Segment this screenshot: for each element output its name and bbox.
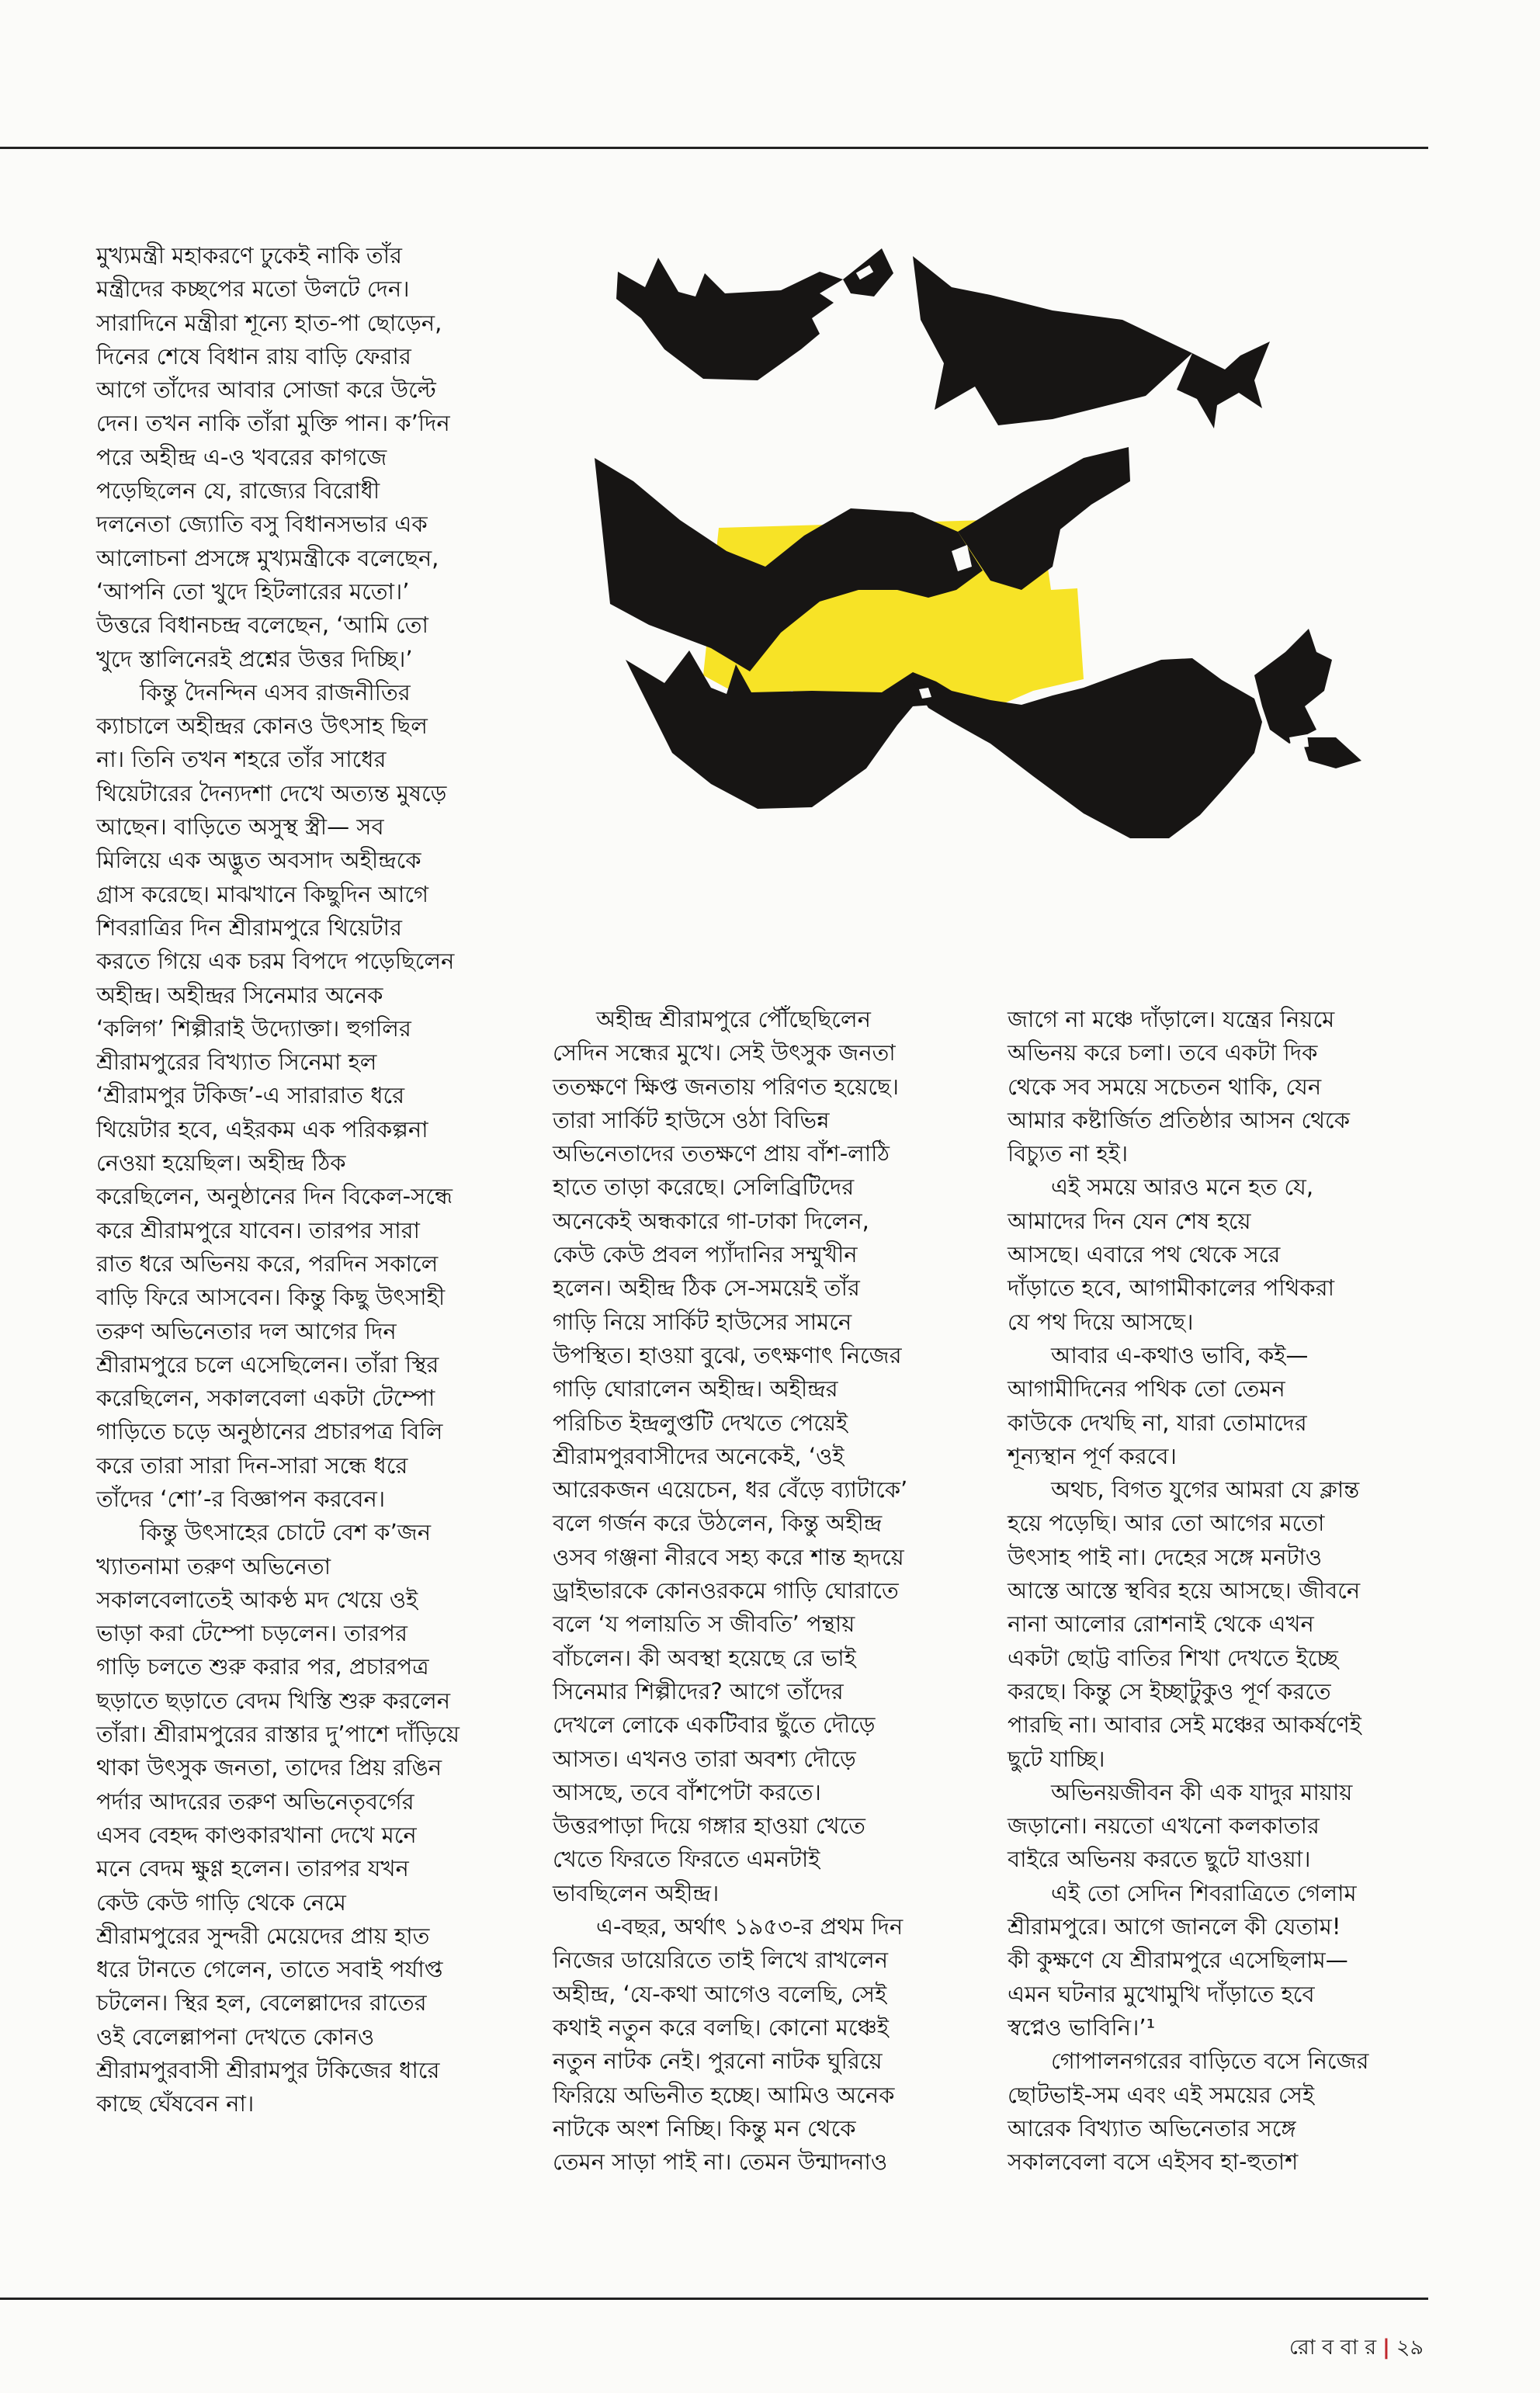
text-line: স্বপ্নেও ভাবিনি।’¹ bbox=[1008, 2013, 1156, 2041]
text-line: ছোটভাই-সম এবং এই সময়ের সেই bbox=[1008, 2081, 1315, 2108]
text-line: পারছি না। আবার সেই মঞ্চের আকর্ষণেই bbox=[1008, 1712, 1361, 1739]
text-line: শ্রীরামপুরে চলে এসেছিলেন। তাঁরা স্থির bbox=[96, 1351, 439, 1378]
text-line: করতে গিয়ে এক চরম বিপদে পড়েছিলেন bbox=[96, 948, 455, 975]
text-line: শ্রীরামপুরবাসীদের অনেকেই, ‘ওই bbox=[553, 1442, 845, 1469]
text-line: অথচ, বিগত যুগের আমরা যে ক্লান্ত bbox=[1051, 1476, 1360, 1503]
text-line: অভিনয়জীবন কী এক যাদুর মায়ায় bbox=[1051, 1778, 1353, 1805]
text-line: সকালবেলা বসে এইসব হা-হুতাশ bbox=[1008, 2148, 1299, 2176]
text-line: এসব বেহদ্দ কাণ্ডকারখানা দেখে মনে bbox=[96, 1821, 417, 1848]
text-line: থেকে সব সময়ে সচেতন থাকি, যেন bbox=[1008, 1073, 1322, 1100]
text-line: হাতে তাড়া করেছে। সেলিব্রিটিদের bbox=[553, 1174, 855, 1201]
text-line: কিন্তু দৈনন্দিন এসব রাজনীতির bbox=[140, 678, 411, 706]
text-line: দেন। তখন নাকি তাঁরা মুক্তি পান। ক’দিন bbox=[96, 410, 450, 437]
text-line: না। তিনি তখন শহরে তাঁর সাধের bbox=[96, 746, 387, 773]
text-line: আরেকজন এয়েচেন, ধর বেঁড়ে ব্যাটাকে’ bbox=[553, 1476, 908, 1503]
text-line: অভিনেতাদের ততক্ষণে প্রায় বাঁশ-লাঠি bbox=[553, 1140, 890, 1167]
text-line: গাড়ি চলতে শুরু করার পর, প্রচারপত্র bbox=[96, 1653, 429, 1680]
text-line: মুখ্যমন্ত্রী মহাকরণে ঢুকেই নাকি তাঁর bbox=[96, 242, 402, 269]
text-line: সকালবেলাতেই আকণ্ঠ মদ খেয়ে ওই bbox=[96, 1586, 418, 1613]
text-line: আগে তাঁদের আবার সোজা করে উল্টে bbox=[96, 376, 436, 404]
text-line: কেউ কেউ গাড়ি থেকে নেমে bbox=[96, 1888, 346, 1916]
text-line: বাইরে অভিনয় করতে ছুটে যাওয়া। bbox=[1008, 1846, 1311, 1873]
text-line: কাউকে দেখছি না, যারা তোমাদের bbox=[1008, 1409, 1307, 1436]
text-line: অভিনয় করে চলা। তবে একটা দিক bbox=[1008, 1039, 1318, 1066]
magazine-name: রো ব বা র bbox=[1289, 2336, 1377, 2360]
text-line: বাঁচলেন। কী অবস্থা হয়েছে রে ভাই bbox=[553, 1644, 856, 1671]
text-line: গাড়িতে চড়ে অনুষ্ঠানের প্রচারপত্র বিলি bbox=[96, 1418, 443, 1445]
text-line: ক্যাচালে অহীন্দ্রর কোনও উৎসাহ ছিল bbox=[96, 713, 428, 740]
text-line: আসছে। এবারে পথ থেকে সরে bbox=[1008, 1241, 1281, 1268]
text-line: গ্রাস করেছে। মাঝখানে কিছুদিন আগে bbox=[96, 880, 429, 907]
text-line: মন্ত্রীদের কচ্ছপের মতো উলটে দেন। bbox=[96, 276, 410, 303]
text-line: খ্যাতনামা তরুণ অভিনেতা bbox=[96, 1552, 331, 1580]
text-line: কাছে ঘেঁষবেন না। bbox=[96, 2090, 255, 2117]
text-column-2 bbox=[553, 1003, 995, 2179]
text-line: শূন্যস্থান পূর্ণ করবে। bbox=[1008, 1442, 1177, 1469]
text-line: আরেক বিখ্যাত অভিনেতার সঙ্গে bbox=[1008, 2114, 1296, 2142]
text-line: সারাদিনে মন্ত্রীরা শূন্যে হাত-পা ছোড়েন, bbox=[96, 309, 442, 336]
text-line: বলে গর্জন করে উঠলেন, কিন্তু অহীন্দ্র bbox=[553, 1510, 883, 1537]
text-line: চটলেন। স্থির হল, বেলেল্লাদের রাতের bbox=[96, 1989, 427, 2017]
text-line: ততক্ষণে ক্ষিপ্ত জনতায় পরিণত হয়েছে। bbox=[553, 1073, 900, 1100]
text-line: ওই বেলেল্লাপনা দেখতে কোনও bbox=[96, 2023, 375, 2050]
text-line: আমাদের দিন যেন শেষ হয়ে bbox=[1008, 1207, 1251, 1234]
text-line: হলেন। অহীন্দ্র ঠিক সে-সময়েই তাঁর bbox=[553, 1275, 860, 1302]
text-line: আলোচনা প্রসঙ্গে মুখ্যমন্ত্রীকে বলেছেন, bbox=[96, 544, 439, 571]
text-line: শিবরাত্রির দিন শ্রীরামপুরে থিয়েটার bbox=[96, 914, 402, 941]
text-line: যে পথ দিয়ে আসছে। bbox=[1008, 1308, 1194, 1335]
text-line: করেছিলেন, সকালবেলা একটা টেম্পো bbox=[96, 1385, 435, 1412]
text-line: এ-বছর, অর্থাৎ ১৯৫৩-র প্রথম দিন bbox=[596, 1913, 904, 1940]
text-line: তেমন সাড়া পাই না। তেমন উন্মাদনাও bbox=[553, 2148, 888, 2176]
text-line: তরুণ অভিনেতার দল আগের দিন bbox=[96, 1317, 397, 1344]
text-line: পরে অহীন্দ্র এ-ও খবরের কাগজে bbox=[96, 443, 387, 470]
text-line: ভাড়া করা টেম্পো চড়লেন। তারপর bbox=[96, 1620, 408, 1647]
text-line: হয়ে পড়েছি। আর তো আগের মতো bbox=[1008, 1510, 1325, 1537]
text-line: একটা ছোট্ট বাতির শিখা দেখতে ইচ্ছে bbox=[1008, 1644, 1338, 1671]
text-line: শ্রীরামপুরবাসী শ্রীরামপুর টকিজের ধারে bbox=[96, 2057, 440, 2084]
text-line: আগামীদিনের পথিক তো তেমন bbox=[1008, 1375, 1285, 1403]
text-line: কথাই নতুন করে বলছি। কোনো মঞ্চেই bbox=[553, 2013, 889, 2041]
text-line: গাড়ি নিয়ে সার্কিট হাউসের সামনে bbox=[553, 1308, 852, 1335]
text-line: থাকা উৎসুক জনতা, তাদের প্রিয় রঙিন bbox=[96, 1754, 442, 1781]
text-line: নতুন নাটক নেই। পুরনো নাটক ঘুরিয়ে bbox=[553, 2048, 883, 2075]
text-line: খেতে ফিরতে ফিরতে এমনটাই bbox=[553, 1846, 820, 1873]
text-line: তারা সার্কিট হাউসে ওঠা বিভিন্ন bbox=[553, 1106, 830, 1133]
separator-bar: | bbox=[1382, 2336, 1390, 2360]
text-line: ‘কলিগ’ শিল্পীরাই উদ্যোক্তা। হুগলির bbox=[96, 1014, 411, 1042]
text-line: ওসব গঞ্জনা নীরবে সহ্য করে শান্ত হৃদয়ে bbox=[553, 1543, 904, 1570]
bird-icon bbox=[616, 258, 843, 380]
birds-and-fish-illustration bbox=[587, 225, 1363, 955]
text-line: করে তারা সারা দিন-সারা সন্ধে ধরে bbox=[96, 1451, 408, 1479]
text-line: ড্রাইভারকে কোনওরকমে গাড়ি ঘোরাতে bbox=[553, 1577, 899, 1604]
text-line: পড়েছিলেন যে, রাজ্যের বিরোধী bbox=[96, 477, 380, 505]
text-line: এই সময়ে আরও মনে হত যে, bbox=[1051, 1174, 1314, 1201]
text-line: আসত। এখনও তারা অবশ্য দৌড়ে bbox=[553, 1745, 856, 1772]
text-line: করেছিলেন, অনুষ্ঠানের দিন বিকেল-সন্ধে bbox=[96, 1183, 453, 1210]
text-line: আস্তে আস্তে স্থবির হয়ে আসছে। জীবনে bbox=[1008, 1577, 1361, 1604]
text-line: শ্রীরামপুরে। আগে জানলে কী যেতাম! bbox=[1008, 1913, 1341, 1940]
text-line: নিজের ডায়েরিতে তাই লিখে রাখলেন bbox=[553, 1947, 889, 1974]
text-line: দলনেতা জ্যোতি বসু বিধানসভার এক bbox=[96, 511, 428, 538]
text-line: মিলিয়ে এক অদ্ভুত অবসাদ অহীন্দ্রকে bbox=[96, 847, 421, 874]
text-line: উপস্থিত। হাওয়া বুঝে, তৎক্ষণাৎ নিজের bbox=[553, 1341, 902, 1368]
text-line: কী কুক্ষণে যে শ্রীরামপুরে এসেছিলাম— bbox=[1008, 1947, 1348, 1974]
text-line: অহীন্দ্র। অহীন্দ্রর সিনেমার অনেক bbox=[96, 981, 383, 1008]
text-line: দাঁড়াতে হবে, আগামীকালের পথিকরা bbox=[1008, 1275, 1335, 1302]
text-line: নাটকে অংশ নিচ্ছি। কিন্তু মন থেকে bbox=[553, 2114, 856, 2142]
text-line: তাঁরা। শ্রীরামপুরের রাস্তার দু’পাশে দাঁড়িয়ে bbox=[96, 1721, 460, 1748]
text-line: অনেকেই অন্ধকারে গা-ঢাকা দিলেন, bbox=[553, 1207, 869, 1234]
text-line: নেওয়া হয়েছিল। অহীন্দ্র ঠিক bbox=[96, 1150, 346, 1177]
text-line: করে শ্রীরামপুরে যাবেন। তারপর সারা bbox=[96, 1216, 420, 1243]
text-line: রাত ধরে অভিনয় করে, পরদিন সকালে bbox=[96, 1250, 439, 1277]
fish-icon bbox=[913, 256, 1192, 425]
text-line: উত্তরপাড়া দিয়ে গঙ্গার হাওয়া খেতে bbox=[553, 1812, 865, 1840]
text-line: ‘আপনি তো খুদে হিটলারের মতো।’ bbox=[96, 577, 410, 605]
text-line: খুদে স্তালিনেরই প্রশ্নের উত্তর দিচ্ছি।’ bbox=[96, 645, 413, 672]
text-line: করছে। কিন্তু সে ইচ্ছাটুকুও পূর্ণ করতে bbox=[1008, 1677, 1331, 1705]
page-number: ২৯ bbox=[1396, 2336, 1424, 2360]
text-line: জাগে না মঞ্চে দাঁড়ালে। যন্ত্রের নিয়মে bbox=[1008, 1006, 1335, 1032]
text-line: উৎসাহ পাই না। দেহের সঙ্গে মনটাও bbox=[1008, 1543, 1323, 1570]
text-line: মনে বেদম ক্ষুণ্ণ হলেন। তারপর যখন bbox=[96, 1855, 409, 1882]
text-line: অহীন্দ্র, ‘যে-কথা আগেও বলেছি, সেই bbox=[553, 1980, 887, 2007]
text-line: গাড়ি ঘোরালেন অহীন্দ্র। অহীন্দ্রর bbox=[553, 1375, 838, 1403]
text-line: কেউ কেউ প্রবল প্যাঁদানির সম্মুখীন bbox=[553, 1241, 858, 1268]
page-footer bbox=[1289, 2332, 1424, 2367]
text-line: গোপালনগরের বাড়িতে বসে নিজের bbox=[1051, 2048, 1369, 2075]
text-line: ফিরিয়ে অভিনীত হচ্ছে। আমিও অনেক bbox=[553, 2081, 895, 2108]
text-line: কিন্তু উৎসাহের চোটে বেশ ক’জন bbox=[140, 1519, 432, 1546]
text-line: পরিচিত ইন্দ্রলুপ্তটি দেখতে পেয়েই bbox=[553, 1409, 848, 1436]
text-line: অহীন্দ্র শ্রীরামপুরে পৌঁছেছিলেন bbox=[596, 1006, 871, 1032]
text-line: পর্দার আদরের তরুণ অভিনেতৃবর্গের bbox=[96, 1788, 414, 1815]
text-line: তাঁদের ‘শো’-র বিজ্ঞাপন করবেন। bbox=[96, 1485, 386, 1512]
text-line: শ্রীরামপুরের বিখ্যাত সিনেমা হল bbox=[96, 1049, 377, 1076]
text-line: দেখলে লোকে একটিবার ছুঁতে দৌড়ে bbox=[553, 1712, 876, 1739]
text-line: আমার কষ্টার্জিত প্রতিষ্ঠার আসন থেকে bbox=[1008, 1106, 1350, 1133]
text-line: এই তো সেদিন শিবরাত্রিতে গেলাম bbox=[1051, 1879, 1357, 1906]
text-line: ভাবছিলেন অহীন্দ্র। bbox=[553, 1879, 720, 1906]
bottom-rule bbox=[0, 2298, 1428, 2300]
text-line: উত্তরে বিধানচন্দ্র বলেছেন, ‘আমি তো bbox=[96, 612, 428, 639]
text-column-3 bbox=[1008, 1003, 1442, 2179]
text-line: বলে ‘য পলায়তি স জীবতি’ পন্থায় bbox=[553, 1611, 855, 1638]
text-line: এমন ঘটনার মুখোমুখি দাঁড়াতে হবে bbox=[1008, 1980, 1315, 2007]
text-line: ধরে টানতে গেলেন, তাতে সবাই পর্যাপ্ত bbox=[96, 1956, 443, 1983]
text-line: আবার এ-কথাও ভাবি, কই— bbox=[1051, 1341, 1309, 1368]
text-line: ছুটে যাচ্ছি। bbox=[1008, 1745, 1105, 1772]
text-line: শ্রীরামপুরের সুন্দরী মেয়েদের প্রায় হাত bbox=[96, 1922, 430, 1949]
text-line: জড়ানো। নয়তো এখনো কলকাতার bbox=[1008, 1812, 1320, 1840]
text-line: বিচ্যুত না হই। bbox=[1008, 1140, 1129, 1167]
text-line: বাড়ি ফিরে আসবেন। কিন্তু কিছু উৎসাহী bbox=[96, 1284, 446, 1311]
text-column-1 bbox=[96, 239, 515, 2121]
top-rule bbox=[0, 147, 1428, 149]
text-line: ছড়াতে ছড়াতে বেদম খিস্তি শুরু করলেন bbox=[96, 1687, 451, 1714]
text-line: থিয়েটার হবে, এইরকম এক পরিকল্পনা bbox=[96, 1115, 428, 1143]
text-line: দিনের শেষে বিধান রায় বাড়ি ফেরার bbox=[96, 342, 411, 369]
text-line: সেদিন সন্ধের মুখে। সেই উৎসুক জনতা bbox=[553, 1039, 896, 1066]
text-line: থিয়েটারের দৈন্যদশা দেখে অত্যন্ত মুষড়ে bbox=[96, 779, 447, 806]
text-line: ‘শ্রীরামপুর টকিজ’-এ সারারাত ধরে bbox=[96, 1082, 405, 1109]
text-line: আসছে, তবে বাঁশপেটা করতে। bbox=[553, 1778, 821, 1805]
text-line: আছেন। বাড়িতে অসুস্থ স্ত্রী— সব bbox=[96, 813, 384, 841]
text-line: সিনেমার শিল্পীদের? আগে তাঁদের bbox=[553, 1677, 844, 1705]
text-line: নানা আলোর রোশনাই থেকে এখন bbox=[1008, 1611, 1314, 1638]
